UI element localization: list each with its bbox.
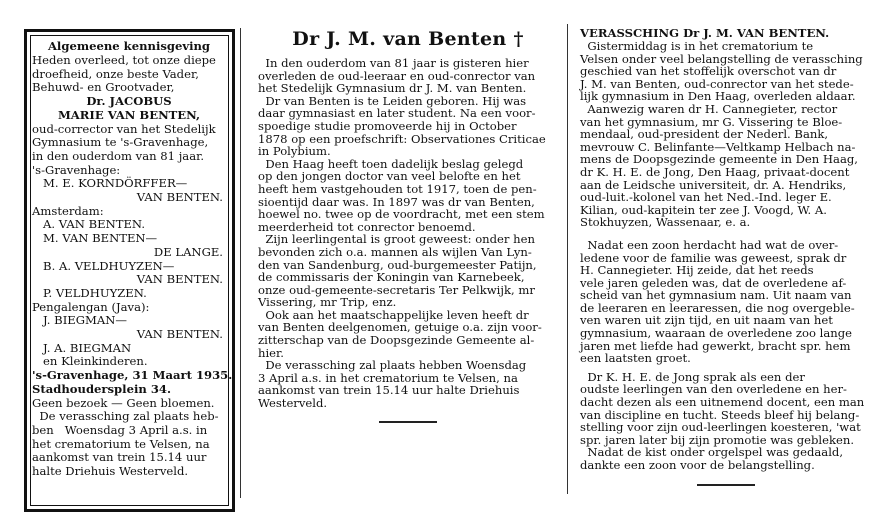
notice-line: 's-Gravenhage, 31 Maart 1935. (32, 368, 233, 383)
cremation-line: dankte een zoon voor de belangstelling. (580, 458, 815, 472)
cremation-end-rule (697, 484, 755, 486)
cremation-line: de leeraren en leeraressen, die nog overgeble- (580, 300, 855, 315)
notice-line: M. E. KORNDÖRFFER— (32, 176, 188, 191)
cremation-paragraph-3 (580, 371, 872, 472)
notice-line: Amsterdam: (32, 203, 104, 218)
notice-line: aankomst van trein 15.14 uur (32, 450, 207, 465)
cremation-line: lijk gymnasium in Den Haag, overleden aldaar. (580, 89, 856, 104)
notice-line: M. VAN BENTEN— (32, 231, 158, 246)
notice-line: Behuwd- en Grootvader, (32, 80, 175, 95)
article-line: Dr van Benten is te Leiden geboren. Hij was (258, 93, 527, 108)
cremation-line: ven waren uit zijn tijd, en uit naam van het (580, 313, 833, 328)
article-paragraph (258, 359, 558, 409)
cremation-paragraph-2 (580, 239, 872, 365)
notice-line: oud-corrector van het Stedelijk (32, 121, 216, 136)
cremation-line: Gistermiddag is in het crematorium te (580, 39, 814, 53)
cremation-line: scheid van het gymnasium nam. Uit naam van (580, 288, 852, 303)
cremation-title: VERASSCHING Dr J. M. VAN BENTEN. (580, 26, 830, 40)
article-line: overleden de oud-leeraar en oud-conrector van (258, 68, 536, 83)
cremation-line: gymnasium, waaraan de overledene zoo lange (580, 326, 852, 341)
notice-body (32, 54, 232, 479)
article-line: heeft hem vastgehouden tot 1917, toen de pen- (258, 181, 537, 196)
cremation-line: H. Cannegieter. Hij zeide, dat het reeds (580, 263, 814, 278)
death-notice (24, 29, 235, 512)
article-line: Ook aan het maatschappelijke leven heeft dr (258, 307, 529, 322)
article-paragraph (258, 57, 558, 95)
cremation-line: vele jaren geleden was, dat de overledene af- (580, 275, 847, 290)
article-line: het Stedelijk Gymnasium dr J. M. van Benten. (258, 81, 527, 96)
cremation-line: Aanwezig waren dr H. Cannegieter, rector (580, 101, 838, 116)
article-title: Dr J. M. van Benten † (292, 28, 524, 50)
article-line: aankomst van trein 15.14 uur halte Driehuis (258, 383, 520, 398)
column-divider-left (240, 28, 241, 498)
notice-line: het crematorium te Velsen, na (32, 436, 210, 451)
notice-line: VAN BENTEN. (136, 327, 223, 342)
cremation-line: mevrouw C. Belinfante—Veltkamp Helbach na- (580, 139, 856, 154)
cremation-line: stelling voor zijn oud-leerlingen koesteren, 'wat (580, 420, 861, 435)
article-line: Den Haag heeft toen dadelijk beslag gelegd (258, 156, 524, 171)
article-line: onze oud-gemeente-secretaris Ter Pelkwijk, mr (258, 282, 535, 297)
cremation-line: een laatsten groet. (580, 351, 691, 366)
notice-line: VAN BENTEN. (136, 272, 223, 287)
article-end-rule (379, 421, 437, 423)
article-line: Westerveld. (258, 396, 328, 411)
cremation-line: oudste leerlingen van den overledene en her- (580, 382, 847, 397)
notice-line: J. A. BIEGMAN (32, 340, 132, 355)
article-line: hoewel no. twee op de voordracht, met een stem (258, 207, 545, 222)
article-line: 1878 op een proefschrift: Observationes Criticae (258, 131, 546, 146)
article-line: 3 April a.s. in het crematorium te Velsen, na (258, 370, 518, 385)
article-line: De verassching zal plaats hebben Woensdag (258, 358, 527, 373)
article-paragraph (258, 233, 558, 309)
notice-line: 's-Gravenhage: (32, 162, 121, 177)
notice-line: VAN BENTEN. (136, 190, 223, 205)
cremation-line: J. M. van Benten, oud-conrector van het stede- (580, 76, 854, 91)
article-line: daar gymnasiast en later student. Na een voor- (258, 106, 536, 121)
notice-line: Heden overleed, tot onze diepe (32, 53, 216, 67)
article-line: zitterschap van de Doopsgezinde Gemeente al- (258, 333, 535, 348)
notice-line: De verassching zal plaats heb- (32, 409, 219, 424)
cremation-line: jaren met liefde had gewerkt, bracht spr. hem (580, 338, 851, 353)
cremation-line: Nadat een zoon herdacht had wat de over- (580, 237, 839, 252)
cremation-line: geschied van het stoffelijk overschot van dr (580, 64, 837, 79)
notice-line: DE LANGE. (153, 244, 223, 259)
cremation-line: mens de Doopsgezinde gemeente in Den Haag, (580, 152, 858, 167)
notice-line: en Kleinkinderen. (32, 354, 148, 369)
cremation-line: spr. jaren later bij zijn promotie was gebleken. (580, 432, 855, 447)
article-paragraph (258, 158, 558, 234)
article-line: van Benten deelgenomen, getuige o.a. zijn voor- (258, 320, 542, 335)
cremation-article (580, 26, 872, 486)
notice-line: halte Driehuis Westerveld. (32, 464, 189, 479)
cremation-line: oud-luit.-kolonel van het Ned.-Ind. leger E. (580, 190, 832, 205)
article-line: Zijn leerlingental is groot geweest: onder hen (258, 232, 535, 247)
notice-line: in den ouderdom van 81 jaar. (32, 148, 205, 163)
cremation-line: van het gymnasium, mr G. Vissering te Bloe- (580, 114, 843, 129)
notice-heading: Algemeene kennisgeving (47, 39, 211, 53)
notice-line: Gymnasium te 's-Gravenhage, (32, 135, 209, 150)
column-divider-right (567, 24, 568, 494)
article-line: Vissering, mr Trip, enz. (258, 295, 397, 310)
cremation-line: Velsen onder veel belangstelling de verassching (580, 51, 863, 66)
cremation-paragraph-1 (580, 40, 872, 229)
article-line: de commissaris der Koningin van Karnebeek, (258, 270, 525, 285)
cremation-line: Dr K. H. E. de Jong sprak als een der (580, 369, 805, 384)
article-line: in Polybium. (258, 144, 331, 159)
article-line: bevonden zich o.a. mannen als wijlen Van Lyn- (258, 244, 532, 259)
notice-line: Pengalengan (Java): (32, 299, 150, 314)
obituary-article (258, 28, 558, 423)
article-paragraph (258, 95, 558, 158)
notice-line: J. BIEGMAN— (32, 313, 127, 328)
cremation-line: Stokhuyzen, Wassenaar, e. a. (580, 215, 751, 230)
article-line: sioentijd daar was. In 1897 was dr van Benten, (258, 194, 535, 209)
cremation-line: dr K. H. E. de Jong, Den Haag, privaat-docent (580, 164, 850, 179)
notice-line: ben Woensdag 3 April a.s. in (32, 422, 208, 437)
cremation-line: mendaal, oud-president der Nederl. Bank, (580, 127, 829, 142)
notice-line: Geen bezoek — Geen bloemen. (32, 395, 215, 410)
article-line: spoedige studie promoveerde hij in October (258, 118, 517, 133)
cremation-line: van discipline en tucht. Steeds bleef hij belang- (580, 407, 860, 422)
notice-line: Stadhoudersplein 34. (32, 381, 171, 396)
article-line: hier. (258, 345, 284, 360)
cremation-line: aan de Leidsche universiteit, dr. A. Hendriks, (580, 177, 847, 192)
notice-line: A. VAN BENTEN. (32, 217, 145, 232)
notice-line: MARIE VAN BENTEN, (57, 107, 201, 122)
article-line: den van Sandenburg, oud-burgemeester Patijn, (258, 257, 537, 272)
notice-line: Dr. JACOBUS (86, 94, 172, 109)
cremation-line: Kilian, oud-kapitein ter zee J. Voogd, W. A. (580, 202, 827, 217)
notice-line: P. VELDHUYZEN. (32, 285, 147, 300)
cremation-line: ledene voor de familie was geweest, sprak dr (580, 250, 847, 265)
article-paragraph (258, 309, 558, 359)
cremation-line: Nadat de kist onder orgelspel was gedaald, (580, 445, 844, 460)
article-body (258, 57, 558, 410)
cremation-line: dacht dezen als een uitnemend docent, een man (580, 395, 865, 410)
article-line: In den ouderdom van 81 jaar is gisteren hier (258, 56, 529, 70)
article-line: op den jongen doctor van veel belofte en het (258, 169, 521, 184)
notice-line: droefheid, onze beste Vader, (32, 66, 199, 81)
notice-line: B. A. VELDHUYZEN— (32, 258, 175, 273)
article-line: meerderheid tot conrector benoemd. (258, 219, 476, 234)
